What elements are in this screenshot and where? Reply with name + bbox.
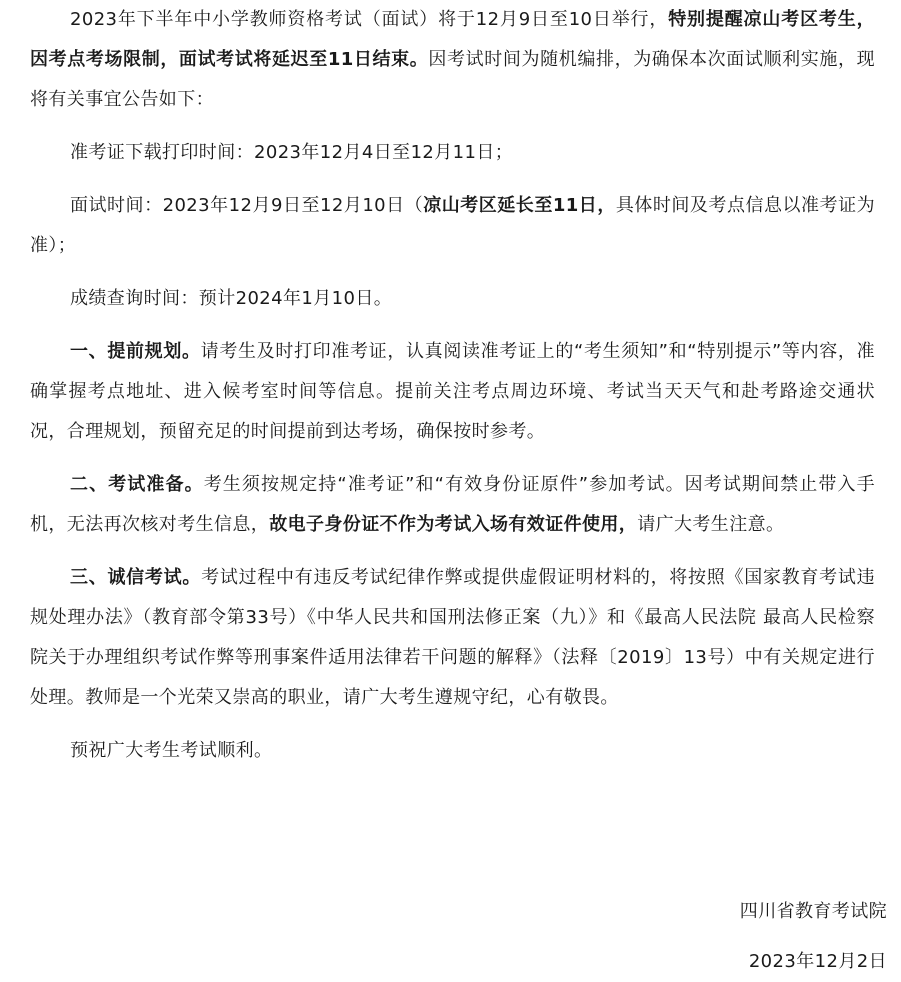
section-prepare-paragraph: [30, 465, 875, 545]
section-integrity-heading: 三、诚信考试。: [70, 567, 202, 588]
section-integrity-paragraph: [30, 558, 875, 718]
interview-bold-extension: 凉山考区延长至11日，: [423, 195, 616, 216]
section-plan-paragraph: [30, 332, 875, 452]
section-prepare-text-2: 请广大考生注意。: [637, 514, 785, 535]
section-plan-text: 请考生及时打印准考证，认真阅读准考证上的“考生须知”和“特别提示”等内容，准确掌握考点地址、进入候考室时间等信息。提前关注考点周边环境、考试当天天气和赴考路途交通状况，合理规划，预留充足的时间提前到达考场，确保按时参考。: [30, 341, 875, 442]
closing-text: 预祝广大考生考试顺利。: [70, 740, 273, 761]
section-plan-heading: 一、提前规划。: [70, 341, 201, 362]
admission-print-paragraph: [30, 133, 875, 173]
intro-text-2: 因考试时间为随机编排，为确保本次面试顺利实施，现将有关事宜公告如下：: [30, 49, 875, 110]
score-query-paragraph: [30, 279, 875, 319]
announcement-body: [30, 0, 875, 784]
interview-text-1: 面试时间：2023年12月9日至12月10日（: [70, 195, 424, 216]
intro-bold-notice: 特别提醒凉山考区考生，因考点考场限制，面试考试将延迟至11日结束。: [30, 9, 875, 70]
intro-text-1: 2023年下半年中小学教师资格考试（面试）将于12月9日至10日举行，: [70, 9, 669, 30]
score-query-text: 成绩查询时间：预计2024年1月10日。: [70, 288, 393, 309]
signature-organization: 四川省教育考试院: [739, 901, 887, 922]
signature-date: 2023年12月2日: [748, 951, 887, 972]
admission-print-text: 准考证下载打印时间：2023年12月4日至12月11日；: [70, 142, 514, 163]
section-prepare-text-1: 考生须按规定持“准考证”和“有效身份证原件”参加考试。因考试期间禁止带入手机，无法再次核对考生信息，: [30, 474, 875, 535]
section-prepare-heading: 二、考试准备。: [70, 474, 204, 495]
closing-paragraph: [30, 731, 875, 771]
section-integrity-text: 考试过程中有违反考试纪律作弊或提供虚假证明材料的，将按照《国家教育考试违规处理办法》（教育部令第33号）《中华人民共和国刑法修正案（九）》和《最高人民法院 最高人民检察院关于办理组织考试作弊等刑事案件适用法律若干问题的解释》（法释〔2019〕13号）中有关规定进行处理。教师是一个光荣又崇高的职业，请广大考生遵规守纪，心有敬畏。: [30, 567, 875, 708]
interview-time-paragraph: [30, 186, 875, 266]
intro-paragraph: [30, 0, 875, 120]
section-prepare-bold: 故电子身份证不作为考试入场有效证件使用，: [269, 514, 638, 535]
interview-text-2: 具体时间及考点信息以准考证为准）；: [30, 195, 875, 256]
